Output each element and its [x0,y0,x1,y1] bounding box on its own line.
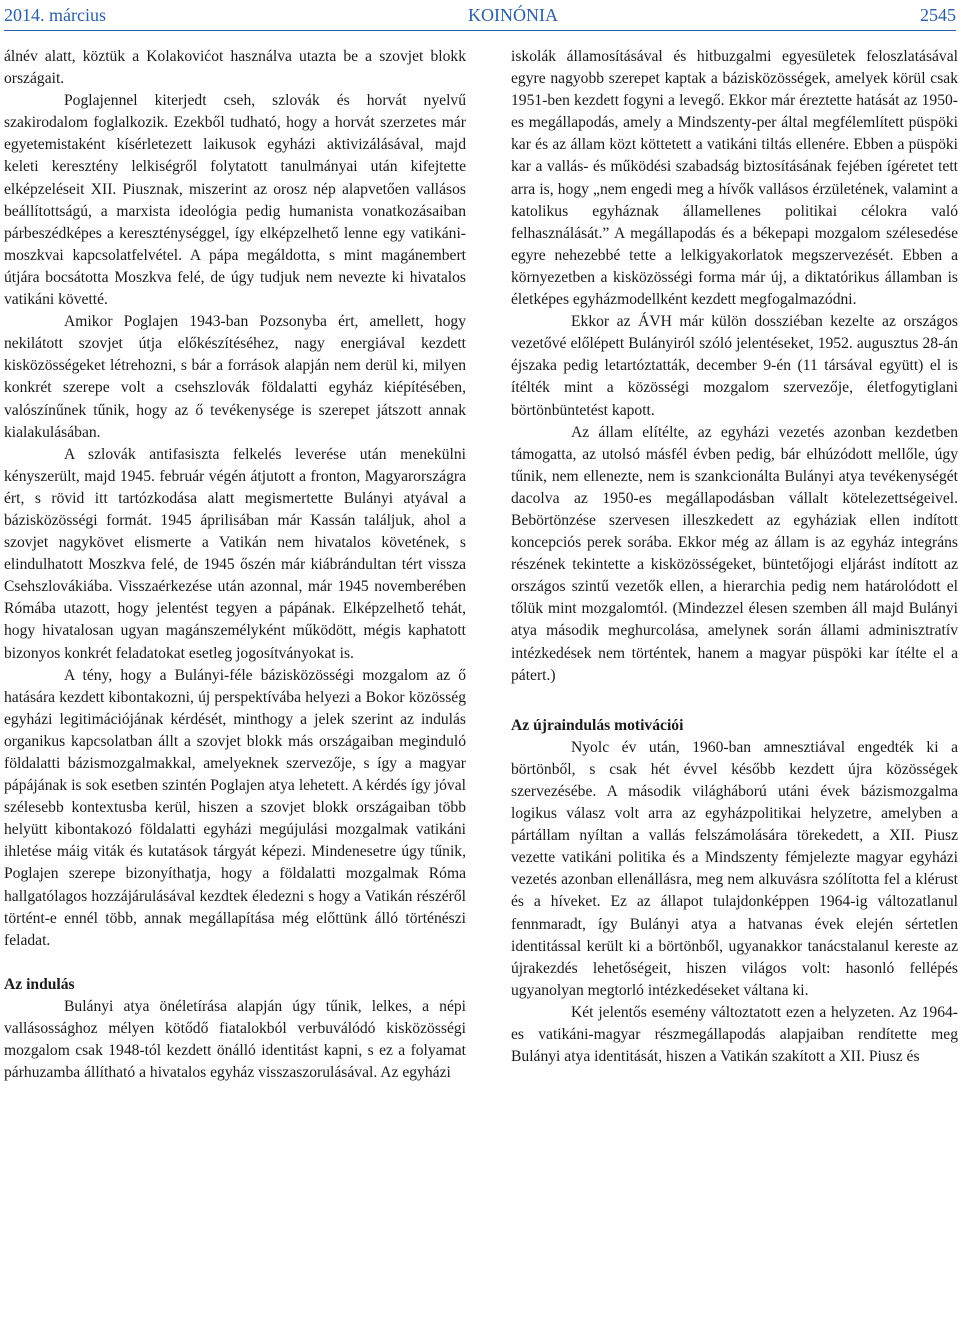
paragraph: Poglajennel kiterjedt cseh, szlovák és horvát nyelvű szakirodalom foglalkozik. Ezekből tudható, hogy a horvát szerzetes már egyetemistaként kísérletezett laikusok egyházi aktivizálásával, majd keleti keresztény lelkiségről folytatott tanulmányai után kifejtette elképzeléseit XII. Piusznak, miszerint az orosz nép alapvetően vallásos beállítottságú, a marxista ideológia pedig humanista vonatkozásaiban párbeszédképes a kereszténységgel, így elképzelhető lenne egy vatikáni-moszkvai kapcsolatfelvétel. A pápa megáldotta, s mint magánembert útjára bocsátotta Moszkva felé, de úgy tudjuk nem nevezte ki hivatalos vatikáni követté. [4,92,466,309]
running-header [4,2,956,28]
paragraph: Bulányi atya önéletírása alapján úgy tűnik, lelkes, a népi vallásossághoz mélyen kötődő fiatalokból verbuválódó kisközösségi mozgalom csak 1948-tól kezdett önálló identitást kapni, s ez a folyamat párhuzamba állítható a hivatalos egyház visszaszorulásával. Az egyházi [4,997,466,1082]
page-number: 2545 [920,4,956,25]
paragraph: Amikor Poglajen 1943-ban Pozsonyba ért, amellett, hogy nekilátott szovjet útja előkészítéséhez, nagy energiával kezdett kisközösségeket létrehozni, s bár a források alapján nem derül ki, milyen konkrét szerepe volt a csehszlovák földalatti egyház kiépítésében, valószínűnek tűnik, hogy az ő tevékenysége is szerepet játszott annak kialakulásában. [4,313,466,441]
paragraph: Nyolc év után, 1960-ban amnesztiával engedték ki a börtönből, s csak hét évvel később kezdett újra közösségek szervezésébe. A második világháború utáni évek bázismozgalma logikus válasz volt arra az egyházpolitikai helyzetre, amelyben a pártállam nyíltan a vallás felszámolására törekedett, a XII. Piusz vezette vatikáni politika és a Mindszenty fémjelezte magyar egyházi vezetés azonban ellenállásra, meg nem alkuvásra szólította fel a klérust és a híveket. Ez az állapot tulajdonképpen 1964-ig változatlanul fennmaradt, így Bulányi atya a hatvanas évek elején sértetlen identitással került ki a börtönből, ugyanakkor tanácstalanul kereste az újrakezdés lehetőségeit, hiszen világos volt: hasonló fellépés ugyanolyan megtorló intézkedéseket váltana ki. [511,738,958,999]
paragraph: Az állam elítélte, az egyházi vezetés azonban kezdetben támogatta, az utolsó másfél évben pedig, bár elhúzódott mellőle, úgy tűnik, nem ellenezte, nem is szankcionálta Bulányi atya tevékenységét dacolva az 1950-es megállapodásban vállalt kötelezettségeivel. Bebörtönzése szervesen illeszkedett az egyháziak ellen indított koncepciós perek sorába. Ekkor még az állam is az egyház integráns részének tekintette a kisközösségeket, büntetőjogi eljárást indított az országos szintű vezetők ellen, a hierarchia pedig nem határolódott el tőlük mint mozgalomtól. (Mindezzel élesen szemben áll majd Bulányi atya második meghurcolása, amelynek során állami adminisztratív intézkedések nem történtek, hanem a magyar püspöki kar ítélte el a pátert.) [511,423,958,684]
section-heading: Az újraindulás motivációi [511,716,684,734]
paragraph: A szlovák antifasiszta felkelés leverése után menekülni kényszerült, majd 1945. február végén átjutott a fronton, Magyarországra ért, s rövid itt tartózkodása alatt megismertette Bulányi atyával a bázisközösségi formát. 1945 áprilisában már Kassán találjuk, ahol a szovjet nagykövet elismerte a Vatikán nem hivatalos követének, s elindulhatott Moszkva felé, de 1945 őszén már kiábrándultan tért vissza Csehszlovákiába. Visszaérkezése után azonnal, már 1945 novemberében Rómába utazott, hogy jelentést tegyen a pápának. Elképzelhető tehát, hogy hivatalosan ugyan magánszemélyként működött, mégis kaphatott bizonyos konkrét feladatokat esetleg jogosítványokat is. [4,445,466,662]
paragraph: álnév alatt, köztük a Kolakovićot használva utazta be a szovjet blokk országait. [4,48,466,88]
issue-date: 2014. március [4,4,106,25]
section-heading: Az indulás [4,975,75,993]
left-column [4,46,466,1084]
paragraph: Két jelentős esemény változtatott ezen a helyzeten. Az 1964-es vatikáni-magyar részmegállapodás alapjaiban rendítette meg Bulányi atya identitását, hiszen a Vatikán szakított a XII. Piusz és [511,1003,958,1066]
paragraph: A tény, hogy a Bulányi-féle bázisközösségi mozgalom az ő hatására kezdett kibontakozni, új perspektívába helyezi a Bokor közösség egyházi legitimációjának kérdését, minthogy a jelek szerint az indulás organikus kapcsolatban állt a szovjet blokk más országaiban meginduló földalatti bázismozgalmakkal, amelyeknek szervezője, s így a magyar pápájának is sok esetben szintén Poglajen atya lehetett. A kérdés így jóval szélesebb kontextusba kerül, hiszen a szovjet blokk országaiban több helyütt kibontakozó földalatti egyházi megújulási mozgalmak vatikáni ihletése máig viták és kutatások tárgyát képezi. Mindenesetre úgy tűnik, Poglajen szerepe bizonyíthatja, hogy a földalatti mozgalmak Róma hallgatólagos hozzájárulásával kezdtek éledezni s hogy a Vatikán részéről történt-e ennél több, annak megállapítása még előttünk álló történészi feladat. [4,666,466,949]
header-rule [4,30,956,31]
paragraph: iskolák államosításával és hitbuzgalmi egyesületek feloszlatásával egyre nagyobb szerepet kaptak a bázisközösségek, amelyek körül csak 1951-ben kezdett fogyni a levegő. Ekkor már éreztette hatását az 1950-es megállapodás, amely a Mindszenty-per által megfélemlített püspöki kar és az állam közt köttetett a vatikáni tiltás ellenére. Ebben a püspöki kar a vallás- és működési szabadság biztosításának fejében ígéretet tett arra is, hogy „nem engedi meg a hívők vallásos érzületének, valamint a katolikus egyháznak államellenes politikai célokra való felhasználását.” A megállapodás és a békepapi mozgalom szélesedése egyre nehezebbé tette a lelkigyakorlatok megszervezését. Ebben a környezetben a kisközösségi forma már új, a diktatórikus államban is életképes egyházmodellként kezdett megfogalmazódni. [511,48,958,309]
spacer [511,687,958,715]
right-column [511,46,958,1068]
paragraph: Ekkor az ÁVH már külön dossziéban kezelte az országos vezetővé előlépett Bulányiról szóló jelentéseket, 1952. augusztus 28-án éjszaka pedig letartóztatták, december 9-én (11 társával együtt) el is ítélték mint a közösségi mozgalom szervezője, életfogytiglani börtönbüntetést kapott. [511,313,958,419]
journal-title: KOINÓNIA [468,4,558,25]
spacer [4,952,466,974]
